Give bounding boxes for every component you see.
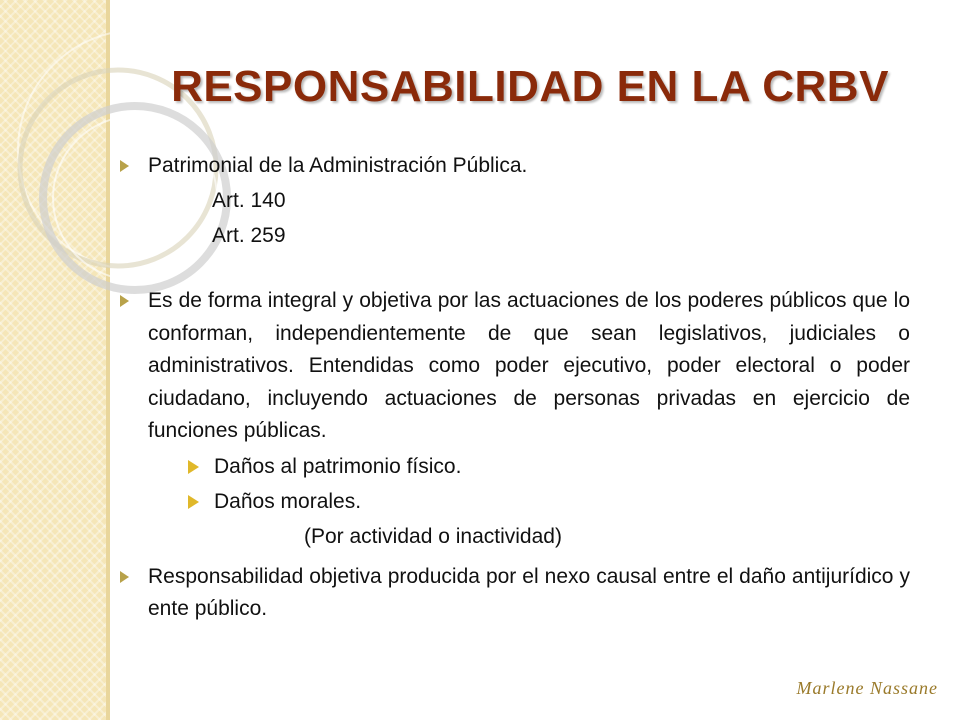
bullet-text: Patrimonial de la Administración Pública. — [148, 154, 528, 177]
arrow-bullet-icon — [120, 160, 129, 172]
slide-content — [120, 150, 910, 625]
sub-bullet-item — [120, 451, 910, 483]
article-line: Art. 140 — [212, 189, 286, 212]
bullet-item — [120, 561, 910, 625]
arrow-bullet-icon — [120, 571, 129, 583]
sub-bullet-item — [120, 486, 910, 518]
arrow-bullet-icon — [188, 460, 199, 474]
arrow-bullet-icon — [120, 295, 129, 307]
bullet-text: Responsabilidad objetiva producida por el nexo causal entre el daño antijurídico y ente público. — [148, 564, 910, 620]
bullet-item — [120, 150, 910, 182]
article-line: Art. 259 — [212, 224, 286, 247]
sub-bullet-text: Daños morales. — [214, 489, 362, 513]
sub-bullet-text: Daños al patrimonio físico. — [214, 454, 462, 478]
note-text: (Por actividad o inactividad) — [304, 524, 562, 548]
author-signature: Marlene Nassane — [796, 678, 938, 698]
spacer — [120, 252, 910, 285]
bullet-text: Es de forma integral y objetiva por las actuaciones de los poderes públicos que lo conforman, independientemente de que sean legislativos, judiciales o administrativos. Entendidas como poder ejecutivo, poder electoral o poder ciudadano, incluyendo actuaciones de personas privadas en ejercicio de funciones públicas. — [148, 289, 910, 442]
slide-title: RESPONSABILIDAD EN LA CRBV — [171, 62, 889, 111]
bullet-item — [120, 285, 910, 448]
arrow-bullet-icon — [188, 495, 199, 509]
